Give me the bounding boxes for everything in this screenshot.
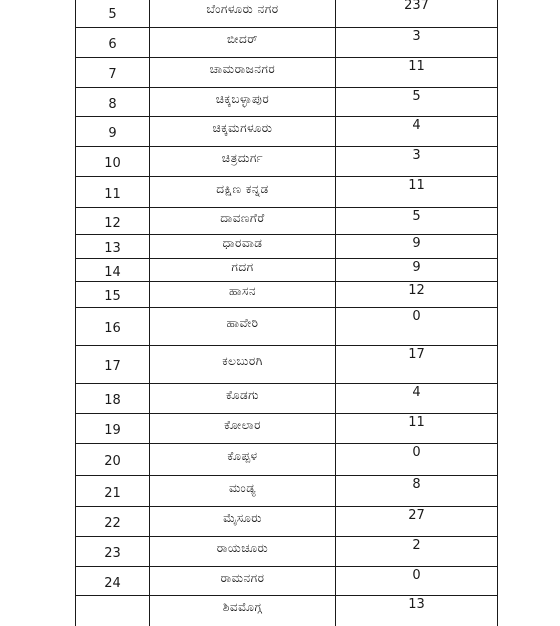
serial-number: 14 [76, 259, 150, 282]
case-count: 13 [336, 596, 498, 626]
serial-number: 11 [76, 177, 150, 208]
serial-number: 17 [76, 346, 150, 384]
case-count: 4 [336, 384, 498, 414]
district-count-table [75, 0, 498, 626]
case-count: 11 [336, 58, 498, 88]
case-count: 11 [336, 177, 498, 208]
serial-number: 19 [76, 414, 150, 444]
table-row [76, 384, 498, 414]
district-name: ಕಲಬುರಗಿ [150, 346, 336, 384]
table-row [76, 476, 498, 507]
serial-number: 18 [76, 384, 150, 414]
district-name: ಹಾಸನ [150, 282, 336, 308]
district-name: ದಕ್ಷಿಣ ಕನ್ನಡ [150, 177, 336, 208]
case-count: 0 [336, 308, 498, 346]
district-name: ರಾಯಚೂರು [150, 537, 336, 567]
case-count: 3 [336, 147, 498, 177]
district-name: ಚಿತ್ರದುರ್ಗ [150, 147, 336, 177]
table-row [76, 308, 498, 346]
serial-number: 15 [76, 282, 150, 308]
case-count: 8 [336, 476, 498, 507]
serial-number: 21 [76, 476, 150, 507]
serial-number [76, 596, 150, 626]
case-count: 17 [336, 346, 498, 384]
case-count: 5 [336, 88, 498, 117]
table-row [76, 117, 498, 147]
district-name: ರಾಮನಗರ [150, 567, 336, 596]
district-name: ಮಂಡ್ಯ [150, 476, 336, 507]
serial-number: 5 [76, 0, 150, 28]
table-row [76, 259, 498, 282]
case-count: 27 [336, 507, 498, 537]
case-count: 237 [336, 0, 498, 28]
table-row [76, 177, 498, 208]
serial-number: 8 [76, 88, 150, 117]
district-name: ಚಿಕ್ಕಮಗಳೂರು [150, 117, 336, 147]
serial-number: 20 [76, 444, 150, 476]
district-name: ಚಿಕ್ಕಬಳ್ಳಾಪುರ [150, 88, 336, 117]
table-row [76, 88, 498, 117]
case-count: 4 [336, 117, 498, 147]
case-count: 9 [336, 235, 498, 259]
table-row [76, 567, 498, 596]
table-row [76, 0, 498, 28]
district-name: ಮೈಸೂರು [150, 507, 336, 537]
table-row [76, 282, 498, 308]
serial-number: 13 [76, 235, 150, 259]
serial-number: 24 [76, 567, 150, 596]
table-row [76, 444, 498, 476]
table-row [76, 414, 498, 444]
table-row [76, 507, 498, 537]
district-name: ದಾವಣಗೆರೆ [150, 208, 336, 235]
serial-number: 10 [76, 147, 150, 177]
case-count: 0 [336, 567, 498, 596]
district-name: ಕೊಪ್ಪಳ [150, 444, 336, 476]
table-row [76, 58, 498, 88]
table-row [76, 596, 498, 626]
district-name: ಶಿವಮೊಗ್ಗ [150, 596, 336, 626]
table-row [76, 537, 498, 567]
table-row [76, 147, 498, 177]
serial-number: 6 [76, 28, 150, 58]
case-count: 12 [336, 282, 498, 308]
table-row [76, 208, 498, 235]
table-row [76, 346, 498, 384]
district-table-page [75, 0, 497, 626]
district-name: ಧಾರವಾಡ [150, 235, 336, 259]
case-count: 2 [336, 537, 498, 567]
district-name: ಬೆಂಗಳೂರು ನಗರ [150, 0, 336, 28]
case-count: 0 [336, 444, 498, 476]
serial-number: 16 [76, 308, 150, 346]
serial-number: 22 [76, 507, 150, 537]
table-row [76, 235, 498, 259]
district-name: ಬೀದರ್ [150, 28, 336, 58]
district-name: ಗದಗ [150, 259, 336, 282]
district-name: ಕೊಡಗು [150, 384, 336, 414]
case-count: 5 [336, 208, 498, 235]
table-row [76, 28, 498, 58]
case-count: 9 [336, 259, 498, 282]
district-name: ಚಾಮರಾಜನಗರ [150, 58, 336, 88]
serial-number: 23 [76, 537, 150, 567]
district-name: ಹಾವೇರಿ [150, 308, 336, 346]
serial-number: 12 [76, 208, 150, 235]
case-count: 11 [336, 414, 498, 444]
district-name: ಕೋಲಾರ [150, 414, 336, 444]
case-count: 3 [336, 28, 498, 58]
serial-number: 9 [76, 117, 150, 147]
serial-number: 7 [76, 58, 150, 88]
